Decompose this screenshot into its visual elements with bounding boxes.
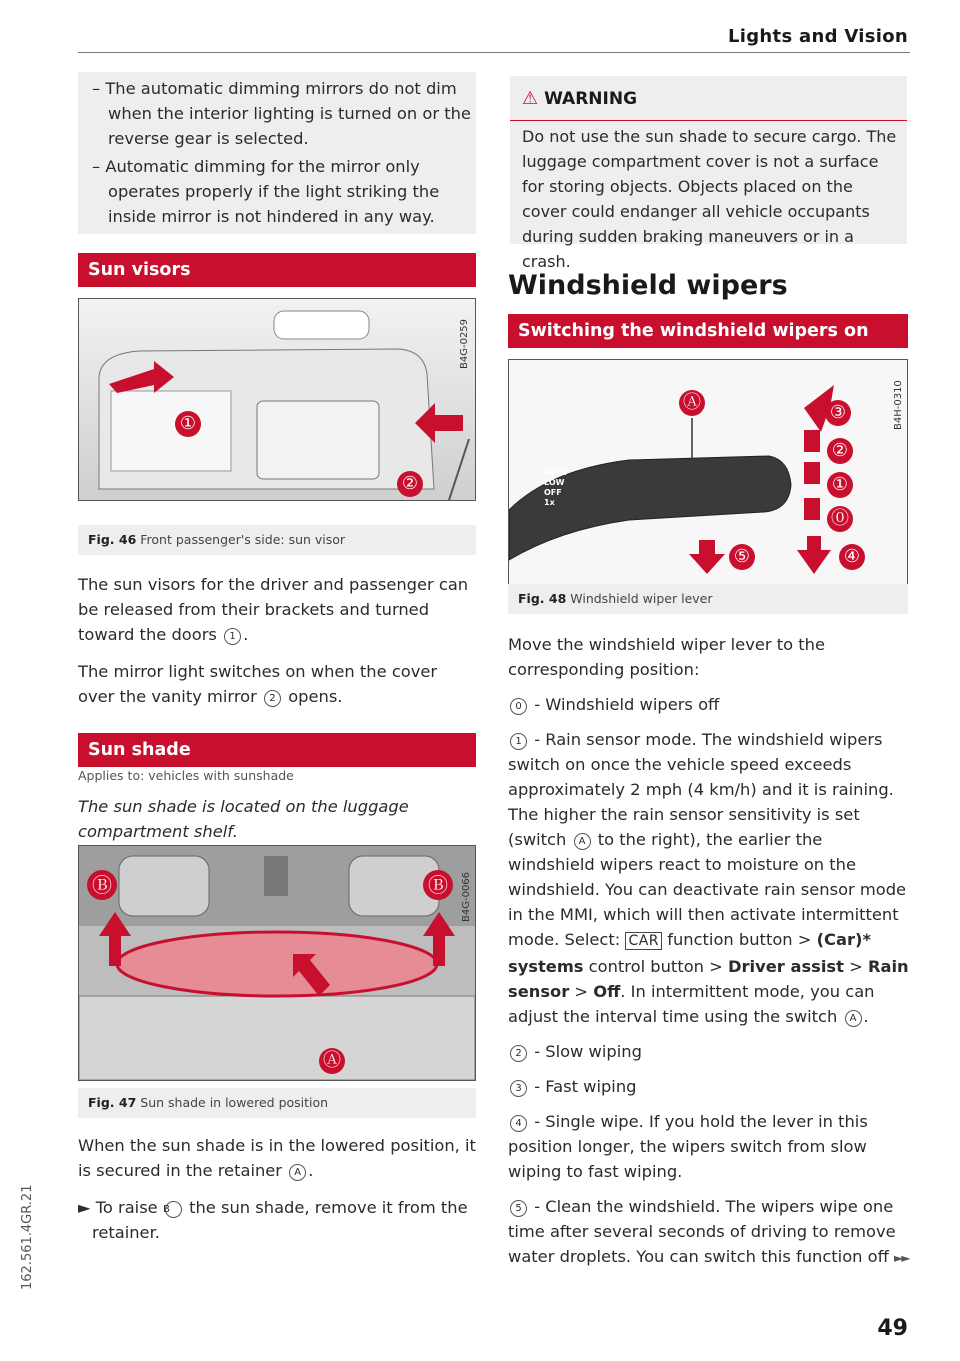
mirror-note-item: – Automatic dimming for the mirror only operates properly if the light striking the inside mirror is not hindered in any way. xyxy=(92,157,440,226)
punct: . xyxy=(243,625,249,644)
sun-shade-text xyxy=(78,1133,478,1245)
wiper-text xyxy=(508,632,910,1271)
lever-labels xyxy=(544,468,567,508)
callout-ref: 2 xyxy=(264,690,281,707)
paragraph: the sun shade, remove it from the retainer. xyxy=(92,1198,468,1242)
fig-label: Fig. 46 xyxy=(88,532,137,547)
callout-0: ⓪ xyxy=(827,506,853,532)
position-text: . In intermittent mode, you can adjust the interval time using the switch xyxy=(508,982,875,1026)
fig-caption-text: Sun shade in lowered position xyxy=(140,1095,329,1110)
sun-shade-heading: Sun shade xyxy=(78,733,476,767)
punct: . xyxy=(308,1161,314,1180)
position-text: - Clean the windshield. The wipers wipe one time after several seconds of driving to remove water droplets. You can switch this function off xyxy=(508,1197,896,1266)
document-code: 162.561.4GR.21 xyxy=(20,1184,35,1290)
callout-1: ① xyxy=(175,411,201,437)
callout-ref: A xyxy=(574,833,591,850)
position-text: function button > xyxy=(667,930,812,949)
lever-label: 1x xyxy=(544,498,555,507)
paragraph: opens. xyxy=(288,687,343,706)
callout-ref: A xyxy=(845,1010,862,1027)
fig-label: Fig. 47 xyxy=(88,1095,137,1110)
sun-visor-illustration xyxy=(79,299,475,500)
figure-code: B4H-0310 xyxy=(893,380,904,430)
position-text: to the right), the earlier the windshield wipers react to moisture on the windshield. You can deactivate rain sensor mode in the MMI, which will then activate intermittent mode. Select: xyxy=(508,830,907,949)
warning-box xyxy=(510,76,907,271)
separator: > xyxy=(849,957,863,976)
car-key: CAR xyxy=(625,932,662,950)
position-text: - Slow wiping xyxy=(534,1042,642,1061)
wipers-subheading: Switching the windshield wipers on xyxy=(508,314,908,348)
lever-label: HIGH xyxy=(544,468,567,477)
page-number: 49 xyxy=(877,1316,908,1341)
separator: > xyxy=(574,982,589,1001)
menu-item: Rain sensor xyxy=(508,957,909,1001)
warning-rule xyxy=(510,120,907,121)
position-ref: 0 xyxy=(510,698,527,715)
menu-item: Driver assist xyxy=(728,957,844,976)
position-text: - Windshield wipers off xyxy=(534,695,720,714)
position-text: - Single wipe. If you hold the lever in this position longer, the wipers switch from slow wiping to fast wiping. xyxy=(508,1112,868,1181)
figure-code: B4G-0066 xyxy=(461,871,472,922)
applies-note: Applies to: vehicles with sunshade xyxy=(78,768,294,783)
fig46-caption xyxy=(78,525,476,555)
callout-ref: 1 xyxy=(224,628,241,645)
fig48-caption xyxy=(508,584,908,614)
continue-arrow-icon: ►► xyxy=(894,1251,909,1265)
fig47-caption xyxy=(78,1088,476,1118)
mirror-note-item: – The automatic dimming mirrors do not dim when the interior lighting is turned on or the reverse gear is selected. xyxy=(92,79,471,148)
paragraph: When the sun shade is in the lowered position, it is secured in the retainer xyxy=(78,1136,476,1180)
callout-2: ② xyxy=(827,438,853,464)
fig-label: Fig. 48 xyxy=(518,591,567,606)
warning-icon: ⚠ xyxy=(522,88,539,109)
callout-1: ① xyxy=(827,472,853,498)
callout-b-right: Ⓑ xyxy=(423,870,453,900)
fig-caption-text: Front passenger's side: sun visor xyxy=(140,532,346,547)
sun-visors-heading: Sun visors xyxy=(78,253,476,287)
header-rule xyxy=(78,52,910,53)
lever-label: OFF xyxy=(544,488,562,497)
paragraph: The mirror light switches on when the cover over the vanity mirror xyxy=(78,662,438,706)
callout-b-left: Ⓑ xyxy=(87,870,117,900)
callout-2: ② xyxy=(397,471,423,497)
position-text: - Fast wiping xyxy=(534,1077,637,1096)
menu-item: Off xyxy=(593,982,621,1001)
sun-shade-intro: The sun shade is located on the luggage compartment shelf. xyxy=(78,797,409,841)
callout-3: ③ xyxy=(825,400,851,426)
wiper-figure xyxy=(508,359,908,585)
position-ref: 1 xyxy=(510,733,527,750)
lever-label: LOW xyxy=(544,478,565,487)
position-ref: 3 xyxy=(510,1080,527,1097)
callout-ref: B xyxy=(165,1201,182,1218)
sun-shade-figure xyxy=(78,845,476,1081)
callout-5: ⑤ xyxy=(729,544,755,570)
sun-visor-figure xyxy=(78,298,476,501)
position-ref: 2 xyxy=(510,1045,527,1062)
figure-code: B4G-0259 xyxy=(459,318,470,369)
paragraph: ► To raise xyxy=(78,1198,158,1217)
callout-4: ④ xyxy=(839,544,865,570)
position-text: - Rain sensor mode. The windshield wipers switch on once the vehicle speed exceeds approximately 2 mph (4 km/h) and it is raining. The higher the rain sensor sensitivity is set (switch xyxy=(508,730,894,849)
sun-shade-illustration xyxy=(79,846,475,1080)
callout-a: Ⓐ xyxy=(679,390,705,416)
running-head: Lights and Vision xyxy=(728,26,908,47)
position-ref: 5 xyxy=(510,1200,527,1217)
callout-a: Ⓐ xyxy=(319,1048,345,1074)
menu-item: (Car)* systems xyxy=(508,930,871,976)
mirror-note-box xyxy=(78,72,476,234)
position-text: control button > xyxy=(588,957,723,976)
wipers-title: Windshield wipers xyxy=(508,270,788,301)
callout-ref: A xyxy=(289,1164,306,1181)
punct: . xyxy=(863,1007,869,1026)
wiper-intro: Move the windshield wiper lever to the corresponding position: xyxy=(508,635,825,679)
warning-title-text: WARNING xyxy=(544,89,638,109)
paragraph: The sun visors for the driver and passenger can be released from their brackets and turned toward the doors xyxy=(78,575,469,644)
position-ref: 4 xyxy=(510,1115,527,1132)
warning-body: Do not use the sun shade to secure cargo. The luggage compartment cover is not a surface for storing objects. Objects placed on the cover could endanger all vehicle occupants during sudden braking maneuvers or in a crash. xyxy=(522,127,897,271)
warning-title xyxy=(522,88,637,109)
sun-visor-text xyxy=(78,572,478,709)
fig-caption-text: Windshield wiper lever xyxy=(570,591,713,606)
